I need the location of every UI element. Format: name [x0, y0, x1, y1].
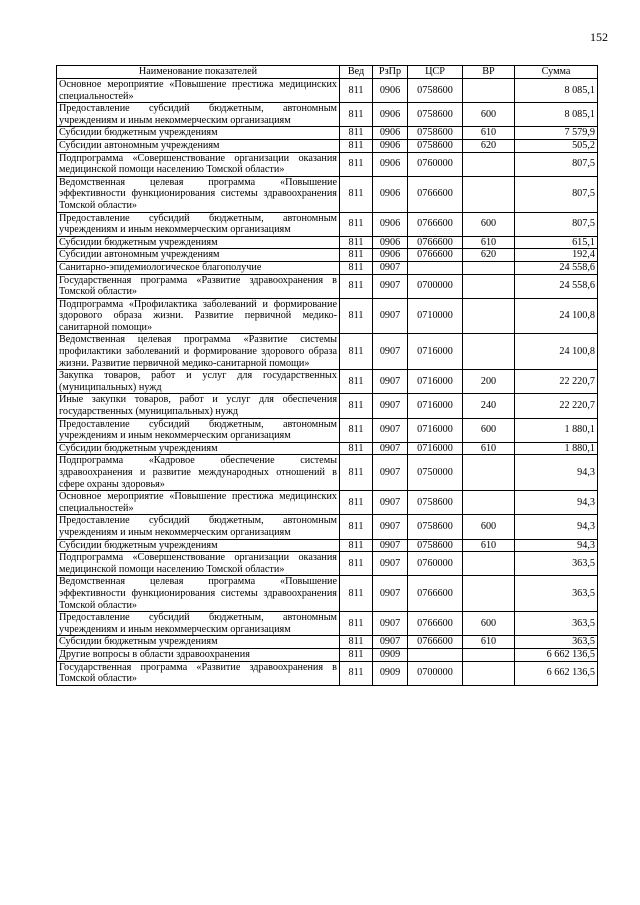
cell-sum: 94,3 — [515, 515, 598, 539]
table-row — [57, 370, 598, 394]
table-row — [57, 552, 598, 576]
table-row — [57, 103, 598, 127]
cell-rzpr: 0907 — [373, 636, 408, 649]
cell-csr: 0710000 — [408, 298, 463, 334]
cell-name: Ведомственная целевая программа «Повышение эффективности функционирования системы здравоохранения Томской области» — [57, 176, 340, 212]
cell-rzpr: 0906 — [373, 236, 408, 249]
cell-rzpr: 0906 — [373, 212, 408, 236]
cell-ved: 811 — [340, 394, 373, 418]
cell-ved: 811 — [340, 612, 373, 636]
cell-csr: 0766600 — [408, 612, 463, 636]
cell-rzpr: 0907 — [373, 491, 408, 515]
cell-name: Подпрограмма «Совершенствование организации оказания медицинской помощи населению Томской области» — [57, 552, 340, 576]
cell-ved: 811 — [340, 418, 373, 442]
cell-rzpr: 0907 — [373, 274, 408, 298]
table-row — [57, 442, 598, 455]
cell-csr: 0700000 — [408, 661, 463, 685]
cell-rzpr: 0907 — [373, 455, 408, 491]
cell-name: Подпрограмма «Совершенствование организации оказания медицинской помощи населению Томской области» — [57, 152, 340, 176]
cell-csr: 0760000 — [408, 552, 463, 576]
cell-ved: 811 — [340, 370, 373, 394]
header-ved: Вед — [340, 66, 373, 79]
cell-name: Субсидии автономным учреждениям — [57, 139, 340, 152]
cell-vr — [463, 455, 515, 491]
cell-name: Субсидии бюджетным учреждениям — [57, 236, 340, 249]
cell-name: Предоставление субсидий бюджетным, автономным учреждениям и иным некоммерческим организациям — [57, 612, 340, 636]
cell-rzpr: 0907 — [373, 442, 408, 455]
cell-name: Ведомственная целевая программа «Развитие системы профилактики заболеваний и формирование здорового образа жизни. Развитие первичной медико-санитарной помощи» — [57, 334, 340, 370]
cell-csr: 0766600 — [408, 212, 463, 236]
cell-sum: 807,5 — [515, 212, 598, 236]
cell-vr: 600 — [463, 515, 515, 539]
cell-ved: 811 — [340, 442, 373, 455]
cell-rzpr: 0906 — [373, 139, 408, 152]
table-row — [57, 334, 598, 370]
cell-ved: 811 — [340, 576, 373, 612]
cell-csr: 0716000 — [408, 334, 463, 370]
cell-sum: 8 085,1 — [515, 103, 598, 127]
cell-rzpr: 0906 — [373, 79, 408, 103]
cell-vr: 610 — [463, 442, 515, 455]
table-header — [57, 66, 598, 79]
cell-ved: 811 — [340, 648, 373, 661]
cell-name: Предоставление субсидий бюджетным, автономным учреждениям и иным некоммерческим организациям — [57, 418, 340, 442]
table-row — [57, 249, 598, 262]
table-row — [57, 661, 598, 685]
cell-sum: 192,4 — [515, 249, 598, 262]
cell-ved: 811 — [340, 139, 373, 152]
cell-ved: 811 — [340, 236, 373, 249]
cell-csr: 0716000 — [408, 394, 463, 418]
table-row — [57, 139, 598, 152]
cell-ved: 811 — [340, 661, 373, 685]
cell-sum: 363,5 — [515, 576, 598, 612]
cell-ved: 811 — [340, 152, 373, 176]
table-row — [57, 394, 598, 418]
table-row — [57, 261, 598, 274]
cell-ved: 811 — [340, 455, 373, 491]
cell-vr: 200 — [463, 370, 515, 394]
cell-ved: 811 — [340, 261, 373, 274]
cell-ved: 811 — [340, 103, 373, 127]
cell-sum: 363,5 — [515, 612, 598, 636]
table-row — [57, 236, 598, 249]
cell-rzpr: 0906 — [373, 152, 408, 176]
cell-name: Подпрограмма «Кадровое обеспечение системы здравоохранения и развитие международных отношений в сфере охраны здоровья» — [57, 455, 340, 491]
cell-vr — [463, 576, 515, 612]
cell-sum: 22 220,7 — [515, 370, 598, 394]
header-row — [57, 66, 598, 79]
cell-vr — [463, 491, 515, 515]
cell-name: Субсидии автономным учреждениям — [57, 249, 340, 262]
cell-rzpr: 0907 — [373, 576, 408, 612]
cell-sum: 94,3 — [515, 539, 598, 552]
cell-vr: 620 — [463, 139, 515, 152]
cell-vr — [463, 274, 515, 298]
cell-csr: 0758600 — [408, 127, 463, 140]
cell-rzpr: 0906 — [373, 103, 408, 127]
table-row — [57, 491, 598, 515]
cell-vr: 240 — [463, 394, 515, 418]
table-row — [57, 515, 598, 539]
table-row — [57, 298, 598, 334]
cell-csr: 0766600 — [408, 176, 463, 212]
cell-ved: 811 — [340, 515, 373, 539]
cell-name: Другие вопросы в области здравоохранения — [57, 648, 340, 661]
table-row — [57, 539, 598, 552]
cell-csr: 0716000 — [408, 370, 463, 394]
cell-vr — [463, 298, 515, 334]
cell-vr — [463, 334, 515, 370]
cell-ved: 811 — [340, 334, 373, 370]
cell-vr — [463, 152, 515, 176]
page-number: 152 — [590, 30, 608, 44]
cell-name: Основное мероприятие «Повышение престижа медицинских специальностей» — [57, 491, 340, 515]
cell-name: Предоставление субсидий бюджетным, автономным учреждениям и иным некоммерческим организациям — [57, 212, 340, 236]
cell-sum: 1 880,1 — [515, 418, 598, 442]
cell-rzpr: 0909 — [373, 648, 408, 661]
cell-csr: 0700000 — [408, 274, 463, 298]
cell-rzpr: 0907 — [373, 261, 408, 274]
cell-name: Предоставление субсидий бюджетным, автономным учреждениям и иным некоммерческим организациям — [57, 515, 340, 539]
cell-ved: 811 — [340, 79, 373, 103]
table-row — [57, 455, 598, 491]
cell-vr — [463, 661, 515, 685]
cell-name: Субсидии бюджетным учреждениям — [57, 636, 340, 649]
cell-rzpr: 0906 — [373, 249, 408, 262]
cell-name: Субсидии бюджетным учреждениям — [57, 539, 340, 552]
budget-table — [56, 65, 598, 686]
table-row — [57, 612, 598, 636]
cell-rzpr: 0907 — [373, 370, 408, 394]
cell-name: Ведомственная целевая программа «Повышение эффективности функционирования системы здравоохранения Томской области» — [57, 576, 340, 612]
cell-csr: 0766600 — [408, 576, 463, 612]
cell-vr: 600 — [463, 103, 515, 127]
header-csr: ЦСР — [408, 66, 463, 79]
cell-vr: 610 — [463, 127, 515, 140]
table-row — [57, 418, 598, 442]
table-row — [57, 648, 598, 661]
cell-vr — [463, 79, 515, 103]
cell-csr: 0766600 — [408, 249, 463, 262]
cell-name: Государственная программа «Развитие здравоохранения в Томской области» — [57, 661, 340, 685]
table-row — [57, 127, 598, 140]
cell-sum: 615,1 — [515, 236, 598, 249]
header-name: Наименование показателей — [57, 66, 340, 79]
table-body — [57, 79, 598, 686]
table-row — [57, 274, 598, 298]
cell-sum: 807,5 — [515, 152, 598, 176]
cell-name: Субсидии бюджетным учреждениям — [57, 442, 340, 455]
cell-ved: 811 — [340, 274, 373, 298]
header-vr: ВР — [463, 66, 515, 79]
cell-csr: 0716000 — [408, 442, 463, 455]
cell-rzpr: 0909 — [373, 661, 408, 685]
cell-csr: 0758600 — [408, 515, 463, 539]
cell-sum: 6 662 136,5 — [515, 661, 598, 685]
cell-vr — [463, 552, 515, 576]
cell-rzpr: 0906 — [373, 176, 408, 212]
cell-rzpr: 0907 — [373, 515, 408, 539]
cell-rzpr: 0907 — [373, 394, 408, 418]
cell-vr: 620 — [463, 249, 515, 262]
table-row — [57, 636, 598, 649]
cell-csr: 0766600 — [408, 236, 463, 249]
cell-sum: 505,2 — [515, 139, 598, 152]
cell-sum: 24 558,6 — [515, 261, 598, 274]
cell-ved: 811 — [340, 552, 373, 576]
cell-rzpr: 0907 — [373, 612, 408, 636]
cell-vr: 610 — [463, 236, 515, 249]
cell-vr — [463, 176, 515, 212]
cell-rzpr: 0907 — [373, 552, 408, 576]
cell-rzpr: 0906 — [373, 127, 408, 140]
cell-rzpr: 0907 — [373, 334, 408, 370]
cell-vr: 610 — [463, 636, 515, 649]
cell-ved: 811 — [340, 212, 373, 236]
cell-vr — [463, 648, 515, 661]
cell-ved: 811 — [340, 539, 373, 552]
cell-csr: 0758600 — [408, 79, 463, 103]
cell-ved: 811 — [340, 127, 373, 140]
cell-vr — [463, 261, 515, 274]
cell-ved: 811 — [340, 636, 373, 649]
cell-sum: 8 085,1 — [515, 79, 598, 103]
cell-name: Подпрограмма «Профилактика заболеваний и формирование здорового образа жизни. Развитие первичной медико-санитарной помощи» — [57, 298, 340, 334]
cell-ved: 811 — [340, 249, 373, 262]
header-rzpr: РзПр — [373, 66, 408, 79]
cell-csr: 0758600 — [408, 139, 463, 152]
table-row — [57, 176, 598, 212]
cell-csr: 0716000 — [408, 418, 463, 442]
cell-sum: 6 662 136,5 — [515, 648, 598, 661]
cell-name: Закупка товаров, работ и услуг для государственных (муниципальных) нужд — [57, 370, 340, 394]
cell-vr: 600 — [463, 212, 515, 236]
table-row — [57, 576, 598, 612]
cell-name: Субсидии бюджетным учреждениям — [57, 127, 340, 140]
cell-name: Санитарно-эпидемиологическое благополучие — [57, 261, 340, 274]
cell-csr — [408, 648, 463, 661]
table-row — [57, 152, 598, 176]
cell-csr: 0766600 — [408, 636, 463, 649]
cell-sum: 22 220,7 — [515, 394, 598, 418]
header-sum: Сумма — [515, 66, 598, 79]
cell-sum: 363,5 — [515, 552, 598, 576]
cell-csr: 0758600 — [408, 103, 463, 127]
cell-sum: 94,3 — [515, 455, 598, 491]
cell-ved: 811 — [340, 176, 373, 212]
cell-csr: 0758600 — [408, 539, 463, 552]
cell-vr: 610 — [463, 539, 515, 552]
cell-csr — [408, 261, 463, 274]
table-row — [57, 212, 598, 236]
cell-sum: 24 100,8 — [515, 298, 598, 334]
cell-ved: 811 — [340, 491, 373, 515]
cell-name: Иные закупки товаров, работ и услуг для обеспечения государственных (муниципальных) нужд — [57, 394, 340, 418]
cell-sum: 807,5 — [515, 176, 598, 212]
cell-ved: 811 — [340, 298, 373, 334]
cell-sum: 94,3 — [515, 491, 598, 515]
cell-sum: 363,5 — [515, 636, 598, 649]
cell-csr: 0760000 — [408, 152, 463, 176]
cell-rzpr: 0907 — [373, 418, 408, 442]
cell-csr: 0750000 — [408, 455, 463, 491]
table-row — [57, 79, 598, 103]
cell-sum: 1 880,1 — [515, 442, 598, 455]
cell-rzpr: 0907 — [373, 539, 408, 552]
cell-name: Государственная программа «Развитие здравоохранения в Томской области» — [57, 274, 340, 298]
cell-vr: 600 — [463, 612, 515, 636]
cell-name: Предоставление субсидий бюджетным, автономным учреждениям и иным некоммерческим организациям — [57, 103, 340, 127]
cell-csr: 0758600 — [408, 491, 463, 515]
cell-sum: 24 100,8 — [515, 334, 598, 370]
cell-sum: 7 579,9 — [515, 127, 598, 140]
cell-rzpr: 0907 — [373, 298, 408, 334]
cell-name: Основное мероприятие «Повышение престижа медицинских специальностей» — [57, 79, 340, 103]
cell-sum: 24 558,6 — [515, 274, 598, 298]
cell-vr: 600 — [463, 418, 515, 442]
